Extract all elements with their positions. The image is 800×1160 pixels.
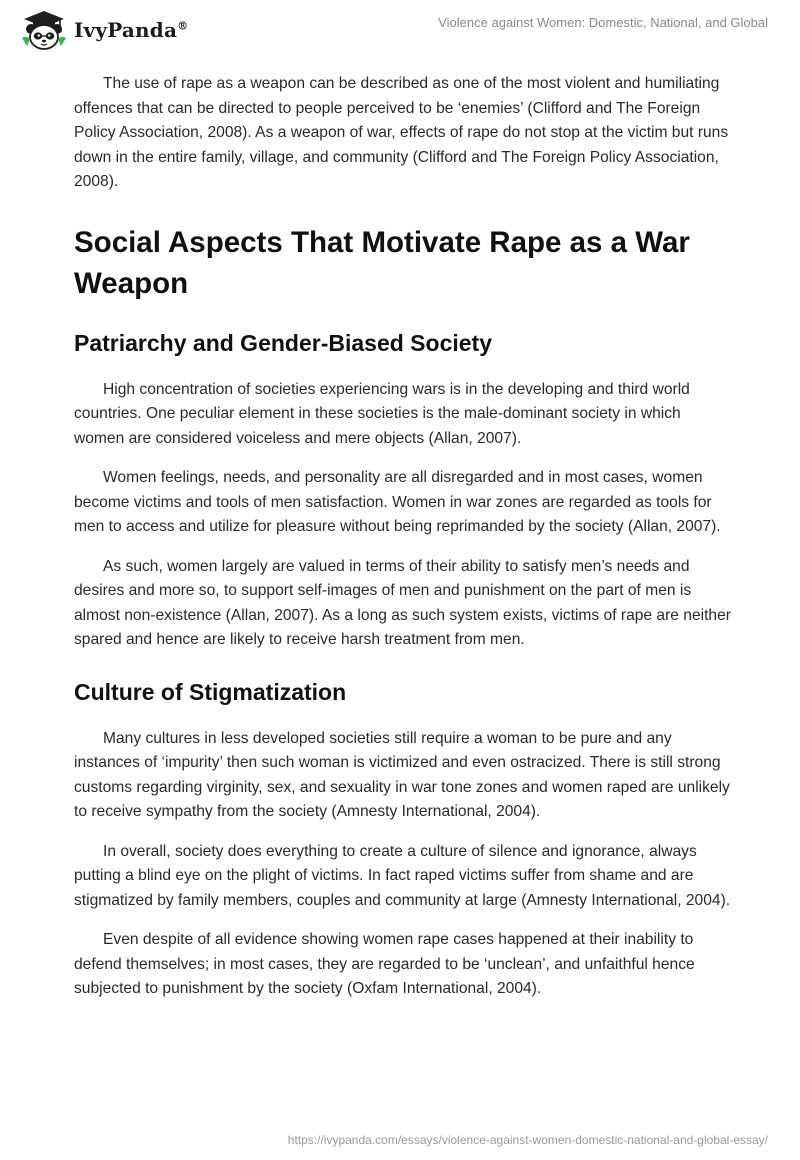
essay-body xyxy=(74,72,734,1017)
document-title: Violence against Women: Domestic, National, and Global xyxy=(438,15,768,30)
subsection-heading-stigmatization: Culture of Stigmatization xyxy=(74,678,347,705)
paragraph: As such, women largely are valued in terms of their ability to satisfy men’s needs and desires and more so, to support self-images of men and punishment on the part of men is almost non-existence (Allan, 2007). As a long as such system exists, victims of rape are neither spared and hence are likely to receive harsh treatment from men. xyxy=(74,557,731,648)
subsection-heading-patriarchy: Patriarchy and Gender-Biased Society xyxy=(74,329,492,356)
brand-logo[interactable] xyxy=(14,8,188,52)
paragraph: High concentration of societies experiencing wars is in the developing and third world countries. One peculiar element in these societies is the male-dominant society in which women are considered voiceless and mere objects (Allan, 2007). xyxy=(74,380,690,447)
paragraph: Women feelings, needs, and personality are all disregarded and in most cases, women become victims and tools of men satisfaction. Women in war zones are regarded as tools for men to access and utilize for pleasure without being reprimanded by the society (Allan, 2007). xyxy=(74,469,721,535)
panda-graduate-icon xyxy=(14,8,70,52)
paragraph: The use of rape as a weapon can be described as one of the most violent and humiliating offences that can be directed to people perceived to be ‘enemies’ (Clifford and The Foreign Policy Association, 2008). As a weapon of war, effects of rape do not stop at the victim but runs down in the entire family, village, and community (Clifford and The Foreign Policy Association, 2008). xyxy=(74,75,729,190)
page-header xyxy=(0,0,800,60)
brand-name: IvyPanda® xyxy=(74,18,189,42)
paragraph: Even despite of all evidence showing women rape cases happened at their inability to defend themselves; in most cases, they are regarded to be ‘unclean’, and unfaithful hence subjected to punishment by the society (Oxfam International, 2004). xyxy=(74,931,695,997)
section-heading: Social Aspects That Motivate Rape as a War Weapon xyxy=(74,225,690,300)
paragraph: Many cultures in less developed societies still require a woman to be pure and any instances of ‘impurity’ then such woman is victimized and even ostracized. There is still strong customs regarding virginity, sex, and sexuality in war tone zones and women raped are unlikely to receive sympathy from the society (Amnesty International, 2004). xyxy=(74,729,730,820)
paragraph: In overall, society does everything to create a culture of silence and ignorance, always putting a blind eye on the plight of victims. In fact raped victims suffer from shame and are stigmatized by family members, couples and community at large (Amnesty International, 2004). xyxy=(74,842,731,909)
source-url[interactable]: https://ivypanda.com/essays/violence-against-women-domestic-national-and-global-essay/ xyxy=(287,1133,768,1147)
